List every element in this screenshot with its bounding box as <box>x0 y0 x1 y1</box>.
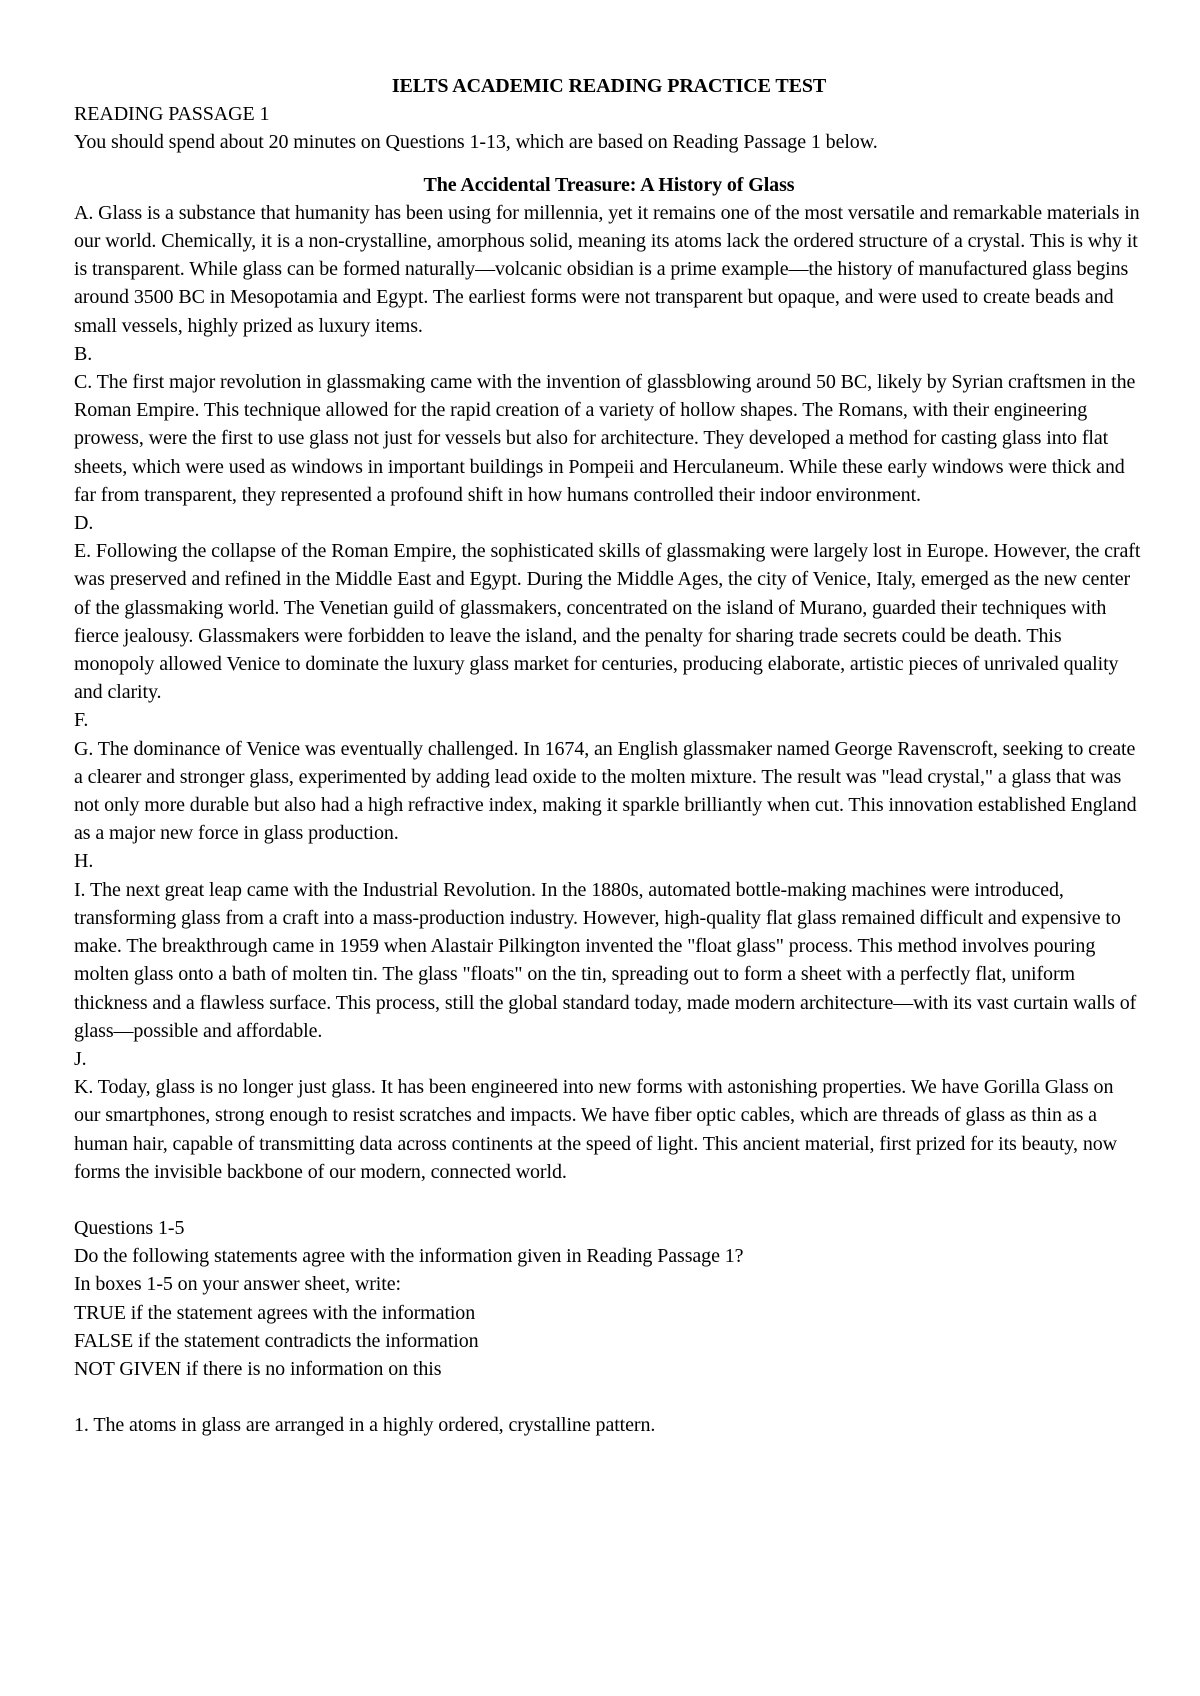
paragraph-b: B. <box>74 342 93 365</box>
paragraph-d: D. <box>74 512 94 535</box>
paragraph-f: F. <box>74 709 89 732</box>
questions-section <box>74 1214 1144 1440</box>
paragraph-g: G. The dominance of Venice was eventually challenged. In 1674, an English glassmaker named George Ravenscroft, seeking to create a clearer and stronger glass, experimented by adding lead oxide to the molten mixture. The result was "lead crystal," a glass that was not only more durable but also had a high refractive index, making it sparkle brilliantly when cut. This innovation established England as a major new force in glass production. <box>74 737 1137 845</box>
option-true: TRUE if the statement agrees with the information <box>74 1301 476 1324</box>
paragraph-j: J. <box>74 1047 87 1070</box>
question-item-1: 1. The atoms in glass are arranged in a highly ordered, crystalline pattern. <box>74 1414 656 1437</box>
questions-heading: Questions 1-5 <box>74 1216 185 1239</box>
paragraph-h: H. <box>74 850 94 873</box>
document-page <box>74 72 1144 1440</box>
paragraph-a: A. Glass is a substance that humanity has been using for millennia, yet it remains one of the most versatile and remarkable materials in our world. Chemically, it is a non-crystalline, amorphous solid, meaning its atoms lack the ordered structure of a crystal. This is why it is transparent. While glass can be formed naturally—volcanic obsidian is a prime example—the history of manufactured glass begins around 3500 BC in Mesopotamia and Egypt. The earliest forms were not transparent but opaque, and were used to create beads and small vessels, highly prized as luxury items. <box>74 201 1140 337</box>
answer-instruction: In boxes 1-5 on your answer sheet, write: <box>74 1273 401 1296</box>
paragraph-i: I. The next great leap came with the Industrial Revolution. In the 1880s, automated bottle-making machines were introduced, transforming glass from a craft into a mass-production industry. However, high-quality flat glass remained difficult and expensive to make. The breakthrough came in 1959 when Alastair Pilkington invented the "float glass" process. This method involves pouring molten glass onto a bath of molten tin. The glass "floats" on the tin, spreading out to form a sheet with a perfectly flat, uniform thickness and a flawless surface. This process, still the global standard today, made modern architecture—with its vast curtain walls of glass—possible and affordable. <box>74 878 1137 1042</box>
time-instruction: You should spend about 20 minutes on Questions 1-13, which are based on Reading Passage 1 below. <box>74 131 878 154</box>
questions-prompt: Do the following statements agree with the information given in Reading Passage 1? <box>74 1245 744 1268</box>
paragraph-k: K. Today, glass is no longer just glass. It has been engineered into new forms with astonishing properties. We have Gorilla Glass on our smartphones, strong enough to resist scratches and impacts. We have fiber optic cables, which are threads of glass as thin as a human hair, capable of transmitting data across continents at the speed of light. This ancient material, first prized for its beauty, now forms the invisible backbone of our modern, connected world. <box>74 1076 1117 1183</box>
paragraph-e: E. Following the collapse of the Roman Empire, the sophisticated skills of glassmaking were largely lost in Europe. However, the craft was preserved and refined in the Middle East and Egypt. During the Middle Ages, the city of Venice, Italy, emerged as the new center of the glassmaking world. The Venetian guild of glassmakers, concentrated on the island of Murano, guarded their techniques with fierce jealousy. Glassmakers were forbidden to leave the island, and the penalty for sharing trade secrets could be death. This monopoly allowed Venice to dominate the luxury glass market for centuries, producing elaborate, artistic pieces of unrivaled quality and clarity. <box>74 540 1141 704</box>
document-title: IELTS ACADEMIC READING PRACTICE TEST <box>391 75 827 97</box>
spacer <box>74 1383 1144 1411</box>
option-false: FALSE if the statement contradicts the information <box>74 1329 479 1352</box>
passage-title: The Accidental Treasure: A History of Glass <box>423 173 795 196</box>
option-not-given: NOT GIVEN if there is no information on this <box>74 1357 442 1380</box>
section-heading: READING PASSAGE 1 <box>74 103 270 126</box>
paragraph-c: C. The first major revolution in glassmaking came with the invention of glassblowing around 50 BC, likely by Syrian craftsmen in the Roman Empire. This technique allowed for the rapid creation of a variety of hollow shapes. The Romans, with their engineering prowess, were the first to use glass not just for vessels but also for architecture. They developed a method for casting glass into flat sheets, which were used as windows in important buildings in Pompeii and Herculaneum. While these early windows were thick and far from transparent, they represented a profound shift in how humans controlled their indoor environment. <box>74 371 1136 506</box>
